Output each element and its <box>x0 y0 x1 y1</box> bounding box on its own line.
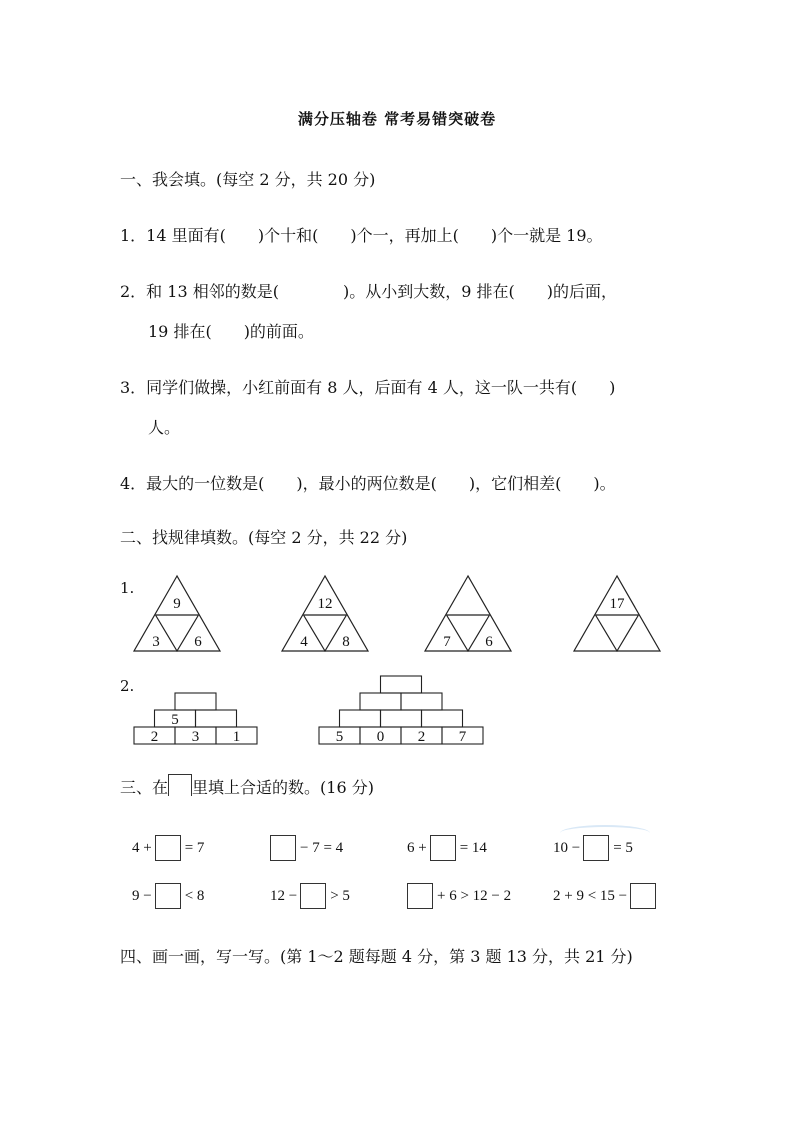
pyramid-small-row2-cell <box>196 710 237 727</box>
pyramid-small-base-value: 3 <box>191 729 200 745</box>
pyramid-small-base-value: 2 <box>150 729 159 745</box>
number-triangle <box>425 576 511 651</box>
triangle-right-value: 6 <box>485 634 493 650</box>
equation-right-part: < 8 <box>184 887 205 904</box>
equation-left-part: 10 − <box>553 839 581 856</box>
page-title: 满分压轴卷 常考易错突破卷 <box>297 110 497 128</box>
pyramid-large-row3-cell <box>381 710 422 727</box>
pyramid-large-row3-cell <box>340 710 381 727</box>
question-1-4: 4．最大的一位数是( )，最小的两位数是( )，它们相差( )。 <box>120 474 616 493</box>
equation <box>132 833 204 863</box>
question-1-2-line2: 19 排在( )的前面。 <box>148 322 314 341</box>
equation-right-part: = 5 <box>613 839 633 856</box>
triangle-right-value: 8 <box>342 634 350 650</box>
pyramid-small-base-value: 1 <box>232 729 241 745</box>
answer-box[interactable] <box>430 835 456 861</box>
equation <box>132 881 204 911</box>
pyramid-large-row2-cell <box>401 693 442 710</box>
pyramid-large-base-value: 2 <box>417 729 426 745</box>
answer-box[interactable] <box>270 835 296 861</box>
equation-left-part: 6 + <box>407 839 427 856</box>
pyramid-large <box>319 676 483 745</box>
pyramid-large-top-cell <box>381 676 422 693</box>
pyramid-large-base-value: 5 <box>335 729 344 745</box>
section3-heading-prefix: 三、在 <box>120 778 169 797</box>
triangle-right-value: 6 <box>194 634 202 650</box>
triangle-top-value: 9 <box>173 596 181 612</box>
equation-left-part: 4 + <box>132 839 152 856</box>
answer-box[interactable] <box>155 835 181 861</box>
pyramid-small <box>134 693 257 745</box>
equation-left-part: 9 − <box>132 887 152 904</box>
number-triangle <box>282 576 368 651</box>
triangle-top-value: 12 <box>317 596 333 612</box>
equation-left-part: 12 − <box>270 887 298 904</box>
equation-right-part: − 7 = 4 <box>300 839 344 856</box>
pyramid-large-row3-cell <box>422 710 463 727</box>
equation <box>407 833 487 863</box>
triangle-left-value: 7 <box>443 634 451 650</box>
pyramid-small-top-cell <box>175 693 216 710</box>
equation-right-part: + 6 > 12 − 2 <box>437 887 512 904</box>
equation <box>270 833 343 863</box>
question-1-3-line1: 3．同学们做操，小红前面有 8 人，后面有 4 人，这一队一共有( ) <box>120 378 616 397</box>
equation <box>553 881 656 911</box>
answer-box[interactable] <box>630 883 656 909</box>
triangle-left-value: 3 <box>152 634 160 650</box>
pyramid-large-row2-cell <box>360 693 401 710</box>
equation <box>553 833 633 863</box>
equation <box>270 881 350 911</box>
pyramid-pattern <box>0 660 794 750</box>
question-1-1: 1．14 里面有( )个十和( )个一，再加上( )个一就是 19。 <box>120 226 603 245</box>
equation-left-part: 2 + 9 < 15 − <box>553 887 628 904</box>
pyramid-large-base-value: 7 <box>458 729 467 745</box>
question-1-3-line2: 人。 <box>148 418 181 437</box>
equation-right-part: > 5 <box>330 887 350 904</box>
equation-right-part: = 14 <box>459 839 487 856</box>
section1-heading: 一、我会填。(每空 2 分，共 20 分) <box>120 170 376 189</box>
triangle-top-value: 17 <box>609 596 625 612</box>
question-1-2-line1: 2．和 13 相邻的数是( )。从小到大数，9 排在( )的后面， <box>120 282 617 301</box>
section3-heading <box>120 774 374 798</box>
answer-box[interactable] <box>155 883 181 909</box>
answer-box[interactable] <box>583 835 609 861</box>
pyramid-large-base-value: 0 <box>376 729 385 745</box>
number-triangle <box>574 576 660 651</box>
question-2-1-label: 1. <box>120 579 135 597</box>
question-2-2-label: 2. <box>120 677 135 695</box>
equation <box>407 881 511 911</box>
section4-heading: 四、画一画，写一写。(第 1～2 题每题 4 分，第 3 题 13 分，共 21 分) <box>120 947 633 966</box>
pyramid-small-row2-value: 5 <box>171 712 179 728</box>
answer-box[interactable] <box>407 883 433 909</box>
section2-heading: 二、找规律填数。(每空 2 分，共 22 分) <box>120 528 408 547</box>
triangle-pattern <box>0 560 794 660</box>
equation-right-part: = 7 <box>184 839 205 856</box>
blank-box-icon <box>168 774 192 796</box>
triangle-left-value: 4 <box>300 634 308 650</box>
number-triangle <box>134 576 220 651</box>
section3-heading-suffix: 里填上合适的数。(16 分) <box>192 778 374 797</box>
answer-box[interactable] <box>300 883 326 909</box>
